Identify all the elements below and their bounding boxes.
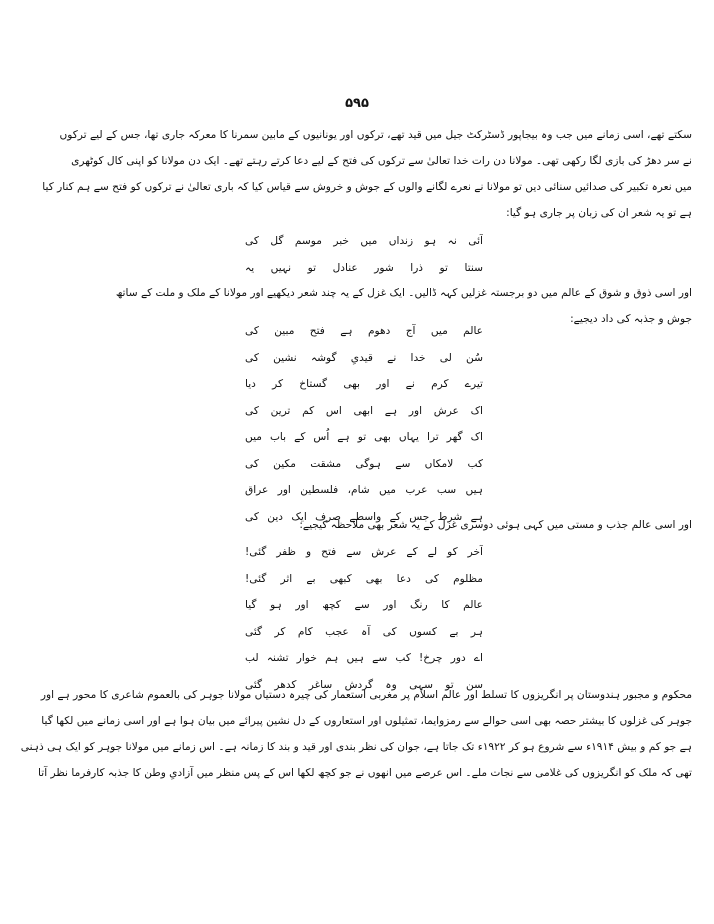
verse-line: اک گھر ترا یہاں بھی تو ہے اُس کے باب میں [245, 431, 483, 443]
verse-line: عالم میں آج دھوم ہے فتح مبین کی [245, 325, 483, 337]
text-line: جوہر کی غزلوں کا بیشتر حصہ بھی اسی حوالے سے رمزوایما، تمثیلوں اور استعاروں کے دل نشین پیرائے میں بیان ہوا ہے اور اسی زمانے میں لکھا گیا [41, 715, 692, 727]
text-line: ہے تو یہ شعر ان کی زبان پر جاری ہو گیا: [506, 207, 692, 219]
verse-line: آئی نہ ہو زنداں میں خبر موسم گل کی [245, 235, 483, 247]
verse-line: ہے شرط جس کے واسطے صرف ایک دین کی [245, 510, 483, 523]
text-line: محکوم و مجبور ہندوستان پر انگریزوں کا تسلط اور عالم اسلام پر مغربی استعمار کی چیرہ دستیاں مولانا جوہر کی بالعموم شاعری کا محور ہے اور [40, 689, 692, 701]
verse-line: آخر کو لے کے عرش سے فتح و ظفر گئی! [245, 546, 483, 558]
verse-line: اک عرش اور ہے ابھی اس کم ترین کی [245, 404, 483, 417]
ghazal-1 [245, 318, 483, 530]
paragraph-3 [20, 512, 692, 538]
text-line: ہے جو کم و بیش ۱۹۱۴ء سے شروع ہو کر ۱۹۲۲ء تک جاتا ہے، جوان کی نظر بندی اور قید و بند کا زمانہ ہے۔ اس زمانے میں مولانا جوہر کو ایک ہی ذہنی [20, 741, 692, 753]
text-line: جوش و جذبہ کی داد دیجیے: [570, 313, 692, 325]
verse-line: ہیں سب عرب میں شام، فلسطین اور عراق [245, 484, 483, 496]
verse-line: ہر بے کسوں کی آہ عجب کام کر گئی [245, 625, 483, 638]
verse-line: سنتا تو ذرا شور عنادل تو نہیں یہ [245, 261, 483, 274]
ghazal-2 [245, 539, 483, 698]
page-number: ۵۹۵ [345, 96, 369, 111]
verse-line: مظلوم کی دعا بھی کبھی بے اثر گئی! [245, 572, 483, 585]
verse-line: تیرے کرم نے اور بھی گستاخ کر دیا [245, 378, 483, 390]
verse-line: سن تو سہی وہ گردش ساغر کدھر گئی [245, 678, 483, 691]
text-line: اور اسی عالم جذب و مستی میں کہی ہوئی دوسری غزل کے یہ شعر بھی ملاحظہ کیجیے: [299, 519, 692, 531]
text-line: اور اسی ذوق و شوق کے عالم میں دو برجستہ غزلیں کہہ ڈالیں۔ ایک غزل کے یہ چند شعر دیکھیے اور مولانا کے ملک و ملت کے ساتھ [115, 287, 692, 299]
verse-line: اے دور چرخ! کب سے ہیں ہم خوار تشنہ لب [245, 652, 483, 664]
text-line: میں نعرہ تکبیر کی صدائیں سنائی دیں تو مولانا نے نعرے لگانے والوں کے جوش و خروش سے قیاس کیا کہ باری تعالیٰ نے ترکوں کو فتح سے ہم کنار کیا [42, 181, 692, 193]
verse-line: کب لامکاں سے ہوگی مشقت مکین کی [245, 457, 483, 470]
verse-line: سُن لی خدا نے قیدیِ گوشہ نشین کی [245, 351, 483, 364]
paragraph-intro [20, 122, 692, 226]
text-line: سکتے تھے، اسی زمانے میں جب وہ بیجاپور ڈسٹرکٹ جیل میں قید تھے، ترکوں اور یونانیوں کے مابین سمرنا کا معرکہ جاری تھا، جس کے لیے ترکوں [59, 129, 692, 141]
text-line: نے سر دھڑ کی بازی لگا رکھی تھی۔ مولانا دن رات خدا تعالیٰ سے ترکوں کی فتح کے لیے دعا کرتے رہتے تھے۔ ایک دن مولانا کو اپنی کال کوٹھری [71, 155, 692, 167]
text-line: تھی کہ ملک کو انگریزوں کی غلامی سے نجات ملے۔ اس عرصے میں انھوں نے جو کچھ لکھا اس کے پس منظر میں آزادیِ وطن کا جذبہ کارفرما نظر آتا [38, 767, 692, 779]
verse-line: عالم کا رنگ اور سے کچھ اور ہو گیا [245, 599, 483, 611]
paragraph-4 [20, 682, 692, 786]
couplet-1 [245, 228, 483, 281]
